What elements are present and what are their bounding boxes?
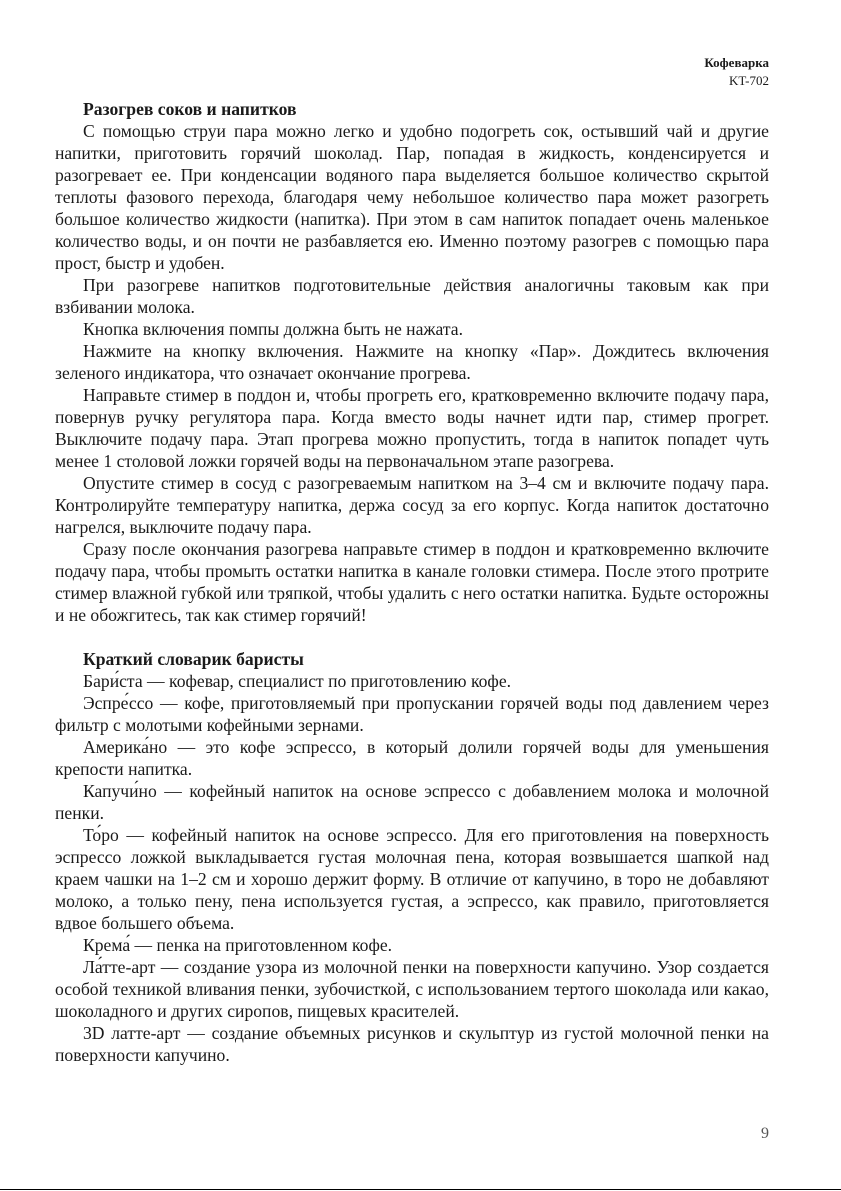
paragraph: Опустите стимер в сосуд с разогреваемым напитком на 3–4 см и включите подачу пара. Контролируйте температуру напитка, держа сосуд за его корпус. Когда напиток достаточно нагрелся, выключите подачу пара.	[55, 473, 769, 537]
paragraph: С помощью струи пара можно легко и удобно подогреть сок, остывший чай и другие напитки, приготовить горячий шоколад. Пар, попадая в жидкость, конденсируется и разогревает ее. При конденсации водяного пара выделяется большое количество скрытой теплоты фазового перехода, благодаря чему небольшое количество пара может разогреть большое количество жидкости (напитка). При этом в сам напиток попадает очень маленькое количество воды, и он почти не разбавляется ею. Именно поэтому разогрев с помощью пара прост, быстр и удобен.	[55, 121, 769, 273]
bottom-divider	[0, 1189, 841, 1190]
page-header	[704, 54, 769, 90]
section-title-reheating: Разогрев соков и напитков	[83, 99, 297, 119]
glossary-entry: Крема́ — пенка на приготовленном кофе.	[83, 935, 393, 955]
section-spacer	[55, 626, 769, 648]
paragraph: При разогреве напитков подготовительные действия аналогичны таковым как при взбивании молока.	[55, 275, 769, 317]
glossary-entry: Бари́ста — кофевар, специалист по приготовлению кофе.	[83, 671, 512, 691]
glossary-entry: Ла́тте-арт — создание узора из молочной пенки на поверхности капучино. Узор создается особой техникой вливания пенки, зубочисткой, с использованием тертого шоколада или какао, шоколадного и других сиропов, пищевых красителей.	[55, 957, 769, 1021]
glossary-entry: Америка́но — это кофе эспрессо, в который долили горячей воды для уменьшения крепости напитка.	[55, 737, 769, 779]
paragraph: Кнопка включения помпы должна быть не нажата.	[83, 319, 464, 339]
paragraph: Нажмите на кнопку включения. Нажмите на кнопку «Пар». Дождитесь включения зеленого индикатора, что означает окончание прогрева.	[55, 341, 769, 383]
glossary-entry: 3D латте-арт — создание объемных рисунков и скульптур из густой молочной пенки на поверхности капучино.	[55, 1023, 769, 1065]
glossary-entry: То́ро — кофейный напиток на основе эспрессо. Для его приготовления на поверхность эспрессо ложкой выкладывается густая молочная пена, которая возвышается шапкой над краем чашки на 1–2 см и хорошо держит форму. В отличие от капучино, в торо не добавляют молоко, а только пену, пена используется густая, а эспрессо, как правило, приготовляется вдвое большего объема.	[55, 825, 769, 933]
paragraph: Сразу после окончания разогрева направьте стимер в поддон и кратковременно включите подачу пара, чтобы промыть остатки напитка в канале головки стимера. После этого протрите стимер влажной губкой или тряпкой, чтобы удалить с него остатки напитка. Будьте осторожны и не обожгитесь, так как стимер горячий!	[55, 539, 769, 625]
glossary-entry: Капучи́но — кофейный напиток на основе эспрессо с добавлением молока и молочной пенки.	[55, 781, 769, 823]
paragraph: Направьте стимер в поддон и, чтобы прогреть его, кратковременно включите подачу пара, повернув ручку регулятора пара. Когда вместо воды начнет идти пар, стимер прогрет. Выключите подачу пара. Этап прогрева можно пропустить, тогда в напиток попадет чуть менее 1 столовой ложки горячей воды на первоначальном этапе разогрева.	[55, 385, 769, 471]
header-product-name: Кофеварка	[704, 55, 769, 70]
glossary-entry: Эспре́ссо — кофе, приготовляемый при пропускании горячей воды под давлением через фильтр с молотыми кофейными зернами.	[55, 693, 769, 735]
section-title-glossary: Краткий словарик баристы	[83, 649, 304, 669]
header-model-code: KT-702	[729, 73, 769, 88]
page-content	[55, 98, 769, 1066]
page-number: 9	[761, 1125, 769, 1142]
